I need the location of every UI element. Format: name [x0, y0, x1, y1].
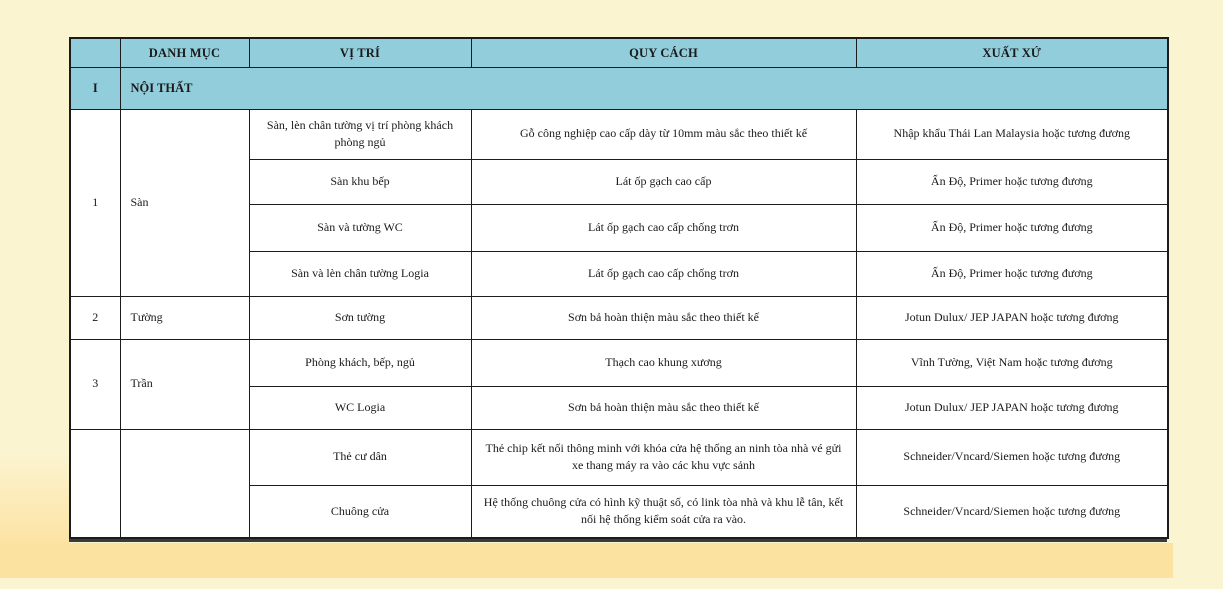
spec-cell: Thẻ chip kết nối thông minh với khóa cửa hệ thống an ninh tòa nhà vé gửi xe thang máy ra vào các khu vực sảnh — [471, 429, 856, 485]
position-cell: Sàn, lèn chân tường vị trí phòng khách phòng ngủ — [249, 109, 471, 159]
origin-cell: Schneider/Vncard/Siemen hoặc tương đương — [856, 485, 1168, 538]
spec-cell: Hệ thống chuông cửa có hình kỹ thuật số, có link tòa nhà và khu lễ tân, kết nối hệ thống kiểm soát cửa ra vào. — [471, 485, 856, 538]
spec-cell: Lát ốp gạch cao cấp — [471, 159, 856, 204]
spec-cell: Gỗ công nghiệp cao cấp dày từ 10mm màu sắc theo thiết kế — [471, 109, 856, 159]
section-title: NỘI THẤT — [120, 67, 1168, 109]
spec-cell: Lát ốp gạch cao cấp chống trơn — [471, 251, 856, 296]
position-cell: Phòng khách, bếp, ngủ — [249, 339, 471, 386]
category-cell: Trần — [120, 339, 249, 429]
column-header-vi-tri: VỊ TRÍ — [249, 38, 471, 67]
spec-cell: Sơn bả hoàn thiện màu sắc theo thiết kế — [471, 386, 856, 429]
position-cell: Thẻ cư dân — [249, 429, 471, 485]
table-row — [70, 429, 1168, 485]
spec-cell: Lát ốp gạch cao cấp chống trơn — [471, 204, 856, 251]
position-cell: Sơn tường — [249, 296, 471, 339]
position-cell: Sàn và lèn chân tường Logia — [249, 251, 471, 296]
row-num-cell: 1 — [70, 109, 120, 296]
table-row — [70, 296, 1168, 339]
section-row-noi-that — [70, 67, 1168, 109]
category-cell — [120, 429, 249, 538]
origin-cell: Ấn Độ, Primer hoặc tương đương — [856, 204, 1168, 251]
column-header-quy-cach: QUY CÁCH — [471, 38, 856, 67]
position-cell: Sàn và tường WC — [249, 204, 471, 251]
spec-cell: Thạch cao khung xương — [471, 339, 856, 386]
origin-cell: Ấn Độ, Primer hoặc tương đương — [856, 251, 1168, 296]
row-num-cell: 2 — [70, 296, 120, 339]
position-cell: Chuông cửa — [249, 485, 471, 538]
table-header-row — [70, 38, 1168, 67]
origin-cell: Nhập khẩu Thái Lan Malaysia hoặc tương đương — [856, 109, 1168, 159]
spec-cell: Sơn bả hoàn thiện màu sắc theo thiết kế — [471, 296, 856, 339]
category-cell: Tường — [120, 296, 249, 339]
spec-table — [69, 37, 1169, 539]
column-header-xuat-xu: XUẤT XỨ — [856, 38, 1168, 67]
background-warm-band — [0, 543, 1173, 578]
origin-cell: Jotun Dulux/ JEP JAPAN hoặc tương đương — [856, 386, 1168, 429]
column-header-num — [70, 38, 120, 67]
column-header-danh-muc: DANH MỤC — [120, 38, 249, 67]
category-cell: Sàn — [120, 109, 249, 296]
spec-table-container — [69, 37, 1167, 542]
row-num-cell — [70, 429, 120, 538]
table-row — [70, 109, 1168, 159]
row-num-cell: 3 — [70, 339, 120, 429]
background-warm-left — [0, 452, 69, 543]
section-number: I — [70, 67, 120, 109]
origin-cell: Ấn Độ, Primer hoặc tương đương — [856, 159, 1168, 204]
table-row — [70, 339, 1168, 386]
origin-cell: Schneider/Vncard/Siemen hoặc tương đương — [856, 429, 1168, 485]
origin-cell: Vĩnh Tường, Việt Nam hoặc tương đương — [856, 339, 1168, 386]
position-cell: WC Logia — [249, 386, 471, 429]
position-cell: Sàn khu bếp — [249, 159, 471, 204]
origin-cell: Jotun Dulux/ JEP JAPAN hoặc tương đương — [856, 296, 1168, 339]
